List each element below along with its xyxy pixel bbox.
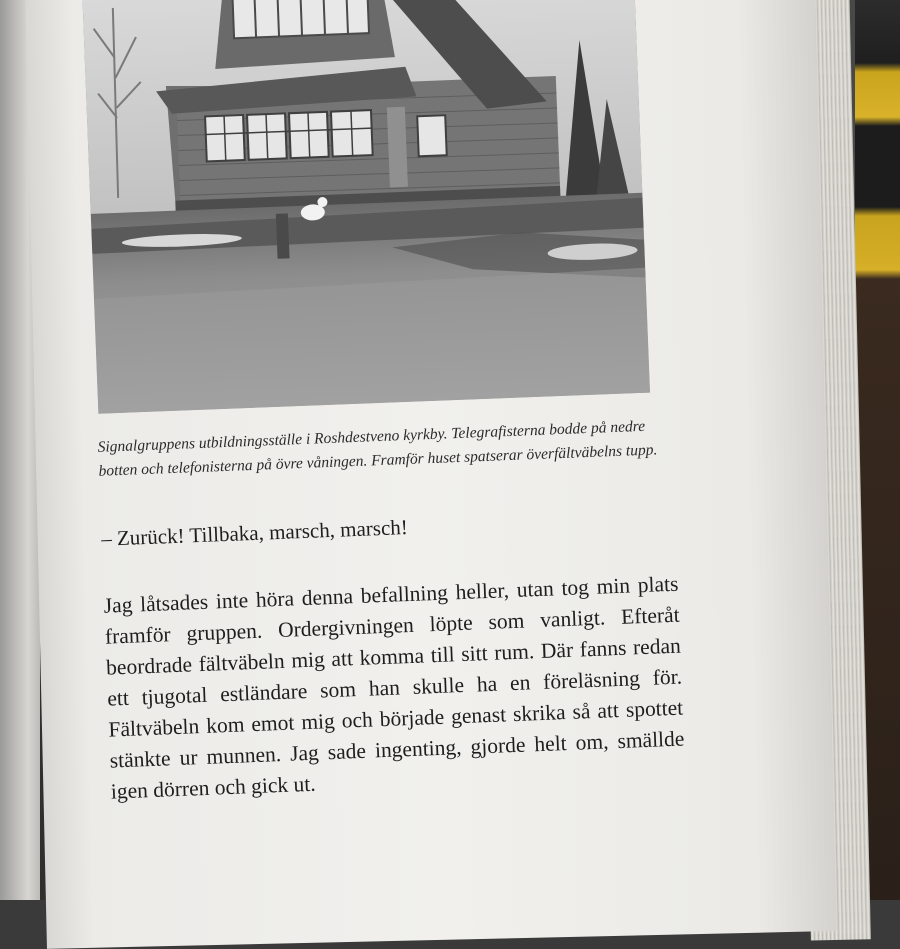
- photo-caption: Signalgruppens utbildningsställe i Roshdestveno kyrkby. Telegrafisterna bodde på nedre botten och telefonisterna på övre våningen. Framför huset spatserar överfältväbelns tupp.: [97, 417, 658, 480]
- body-paragraph: Jag låtsades inte höra denna befallning heller, utan tog min plats framför gruppen. Ordergivningen löpte som vanligt. Efteråt beordrade fältväbeln mig att komma till sitt rum. Där fanns redan ett tjugotal estländare som han skulle ha en föreläsning för. Fältväbeln kom emot mig och började genast skrika så att spottet stänkte ur munnen. Jag sade ingenting, gjorde helt om, smällde igen dörren och gick ut.: [103, 571, 685, 804]
- house-photograph: [82, 0, 650, 414]
- photo-illustration: [82, 0, 650, 414]
- dialogue-line: – Zurück! Tillbaka, marsch, marsch!: [100, 515, 409, 551]
